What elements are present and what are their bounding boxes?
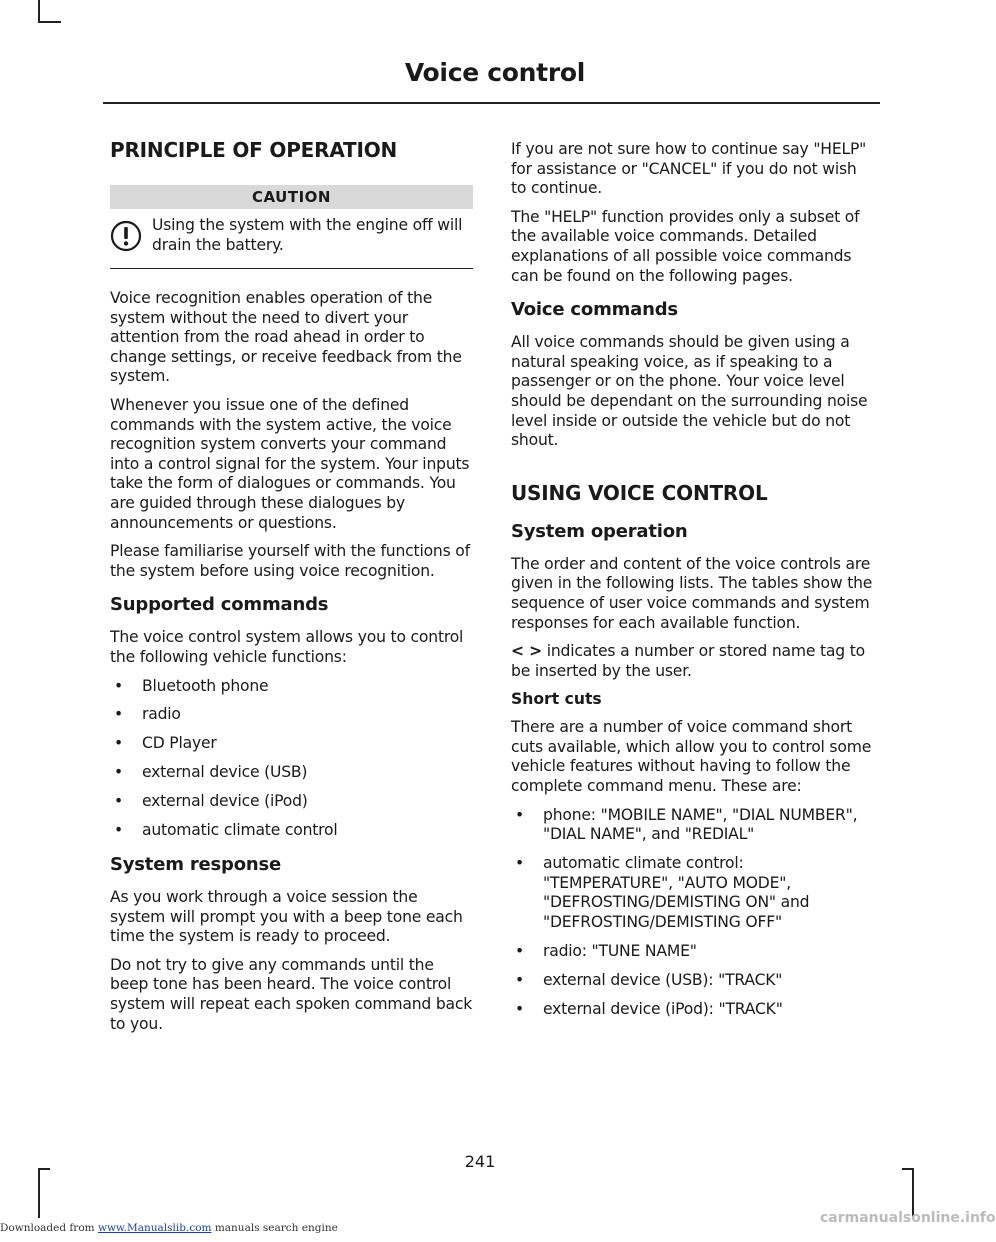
bullet: • — [515, 970, 524, 989]
list-item: • automatic climate control: "TEMPERATURE", "AUTO MODE", "DEFROSTING/DEMISTING ON" and "DEFROSTING/DEMISTING OFF" — [515, 854, 810, 932]
paragraph: The order and content of the voice controls are given in the following lists. The tables show the sequence of user voice commands and system responses for each available function. — [511, 554, 873, 632]
list-item: • CD Player — [114, 734, 217, 753]
bullet: • — [515, 942, 524, 960]
header-divider — [103, 102, 880, 104]
subheading-system-operation: System operation — [511, 520, 688, 542]
bullet: • — [114, 734, 123, 753]
list-item: • radio — [114, 705, 181, 724]
list-item: • Bluetooth phone — [114, 676, 269, 695]
footer — [0, 1210, 996, 1234]
paragraph: If you are not sure how to continue say "HELP" for assistance or "CANCEL" if you do not wish to continue. — [511, 140, 867, 198]
footer-link[interactable]: www.Manualslib.com — [97, 1222, 212, 1234]
footer-suffix: manuals search engine — [211, 1222, 338, 1234]
list-item: • external device (iPod): "TRACK" — [515, 999, 783, 1018]
bullet: • — [114, 821, 123, 840]
left-column — [110, 138, 473, 1043]
section-heading-principle: PRINCIPLE OF OPERATION — [110, 138, 398, 162]
paragraph: Whenever you issue one of the defined commands with the system active, the voice recognition system converts your command into a control signal for the system. Your inputs take the form of dialogues or commands. You are guided through these dialogues by announcements or questions. — [110, 395, 470, 532]
caution-box — [110, 216, 473, 269]
paragraph: Voice recognition enables operation of the system without the need to divert your attention from the road ahead in order to change settings, or receive feedback from the system. — [110, 289, 462, 386]
list-item: • automatic climate control — [114, 821, 338, 840]
subheading-system-response: System response — [110, 854, 282, 876]
bullet: • — [515, 854, 524, 873]
crop-mark — [38, 21, 61, 23]
shortcuts-list — [511, 806, 874, 1020]
crop-mark — [38, 1168, 40, 1218]
subheading-voice-commands: Voice commands — [511, 299, 678, 321]
bullet: • — [114, 763, 123, 782]
paragraph: The voice control system allows you to control the following vehicle functions: — [110, 628, 464, 666]
caution-label: CAUTION — [110, 185, 473, 209]
bullet: • — [114, 705, 123, 724]
functions-list — [110, 677, 473, 842]
tag-symbol: < > — [511, 642, 542, 661]
paragraph: Please familiarise yourself with the functions of the system before using voice recognition. — [110, 542, 470, 580]
bullet: • — [114, 676, 123, 695]
page-number: 241 — [464, 1152, 496, 1171]
crop-mark — [38, 0, 40, 23]
list-item: • radio: "TUNE NAME" — [515, 942, 697, 960]
right-column — [511, 140, 874, 1029]
watermark: carmanualsonline.info — [820, 1210, 996, 1226]
warning-icon — [110, 220, 144, 256]
paragraph: As you work through a voice session the system will prompt you with a beep tone each time the system is ready to proceed. — [110, 888, 463, 946]
paragraph: The "HELP" function provides only a subset of the available voice commands. Detailed explanations of all possible voice commands can be found on the following pages. — [511, 207, 860, 285]
paragraph: All voice commands should be given using a natural speaking voice, as if speaking to a passenger or on the phone. Your voice level should be dependant on the surrounding noise level inside or outside the vehicle but do not shout. — [511, 333, 868, 450]
paragraph: There are a number of voice command short cuts available, which allow you to control some vehicle features without having to follow the complete command menu. These are: — [511, 718, 872, 796]
list-item: • external device (iPod) — [114, 792, 308, 811]
section-heading-using-voice-control: USING VOICE CONTROL — [511, 480, 768, 505]
paragraph-tag-hint: < > indicates a number or stored name tag to be inserted by the user. — [511, 642, 865, 680]
list-item: • phone: "MOBILE NAME", "DIAL NUMBER", "DIAL NAME", and "REDIAL" — [515, 805, 858, 844]
list-item: • external device (USB): "TRACK" — [515, 970, 783, 989]
subheading-supported-commands: Supported commands — [110, 594, 329, 616]
page-title: Voice control — [404, 58, 585, 87]
list-item: • external device (USB) — [114, 763, 308, 782]
bullet: • — [515, 805, 524, 824]
bullet: • — [114, 792, 123, 811]
caution-text: Using the system with the engine off will drain the battery. — [152, 216, 463, 254]
footer-prefix: Downloaded from — [0, 1222, 98, 1234]
bullet: • — [515, 999, 524, 1018]
subheading-short-cuts: Short cuts — [511, 690, 602, 709]
paragraph: Do not try to give any commands until the beep tone has been heard. The voice control system will repeat each spoken command back to you. — [110, 955, 473, 1033]
